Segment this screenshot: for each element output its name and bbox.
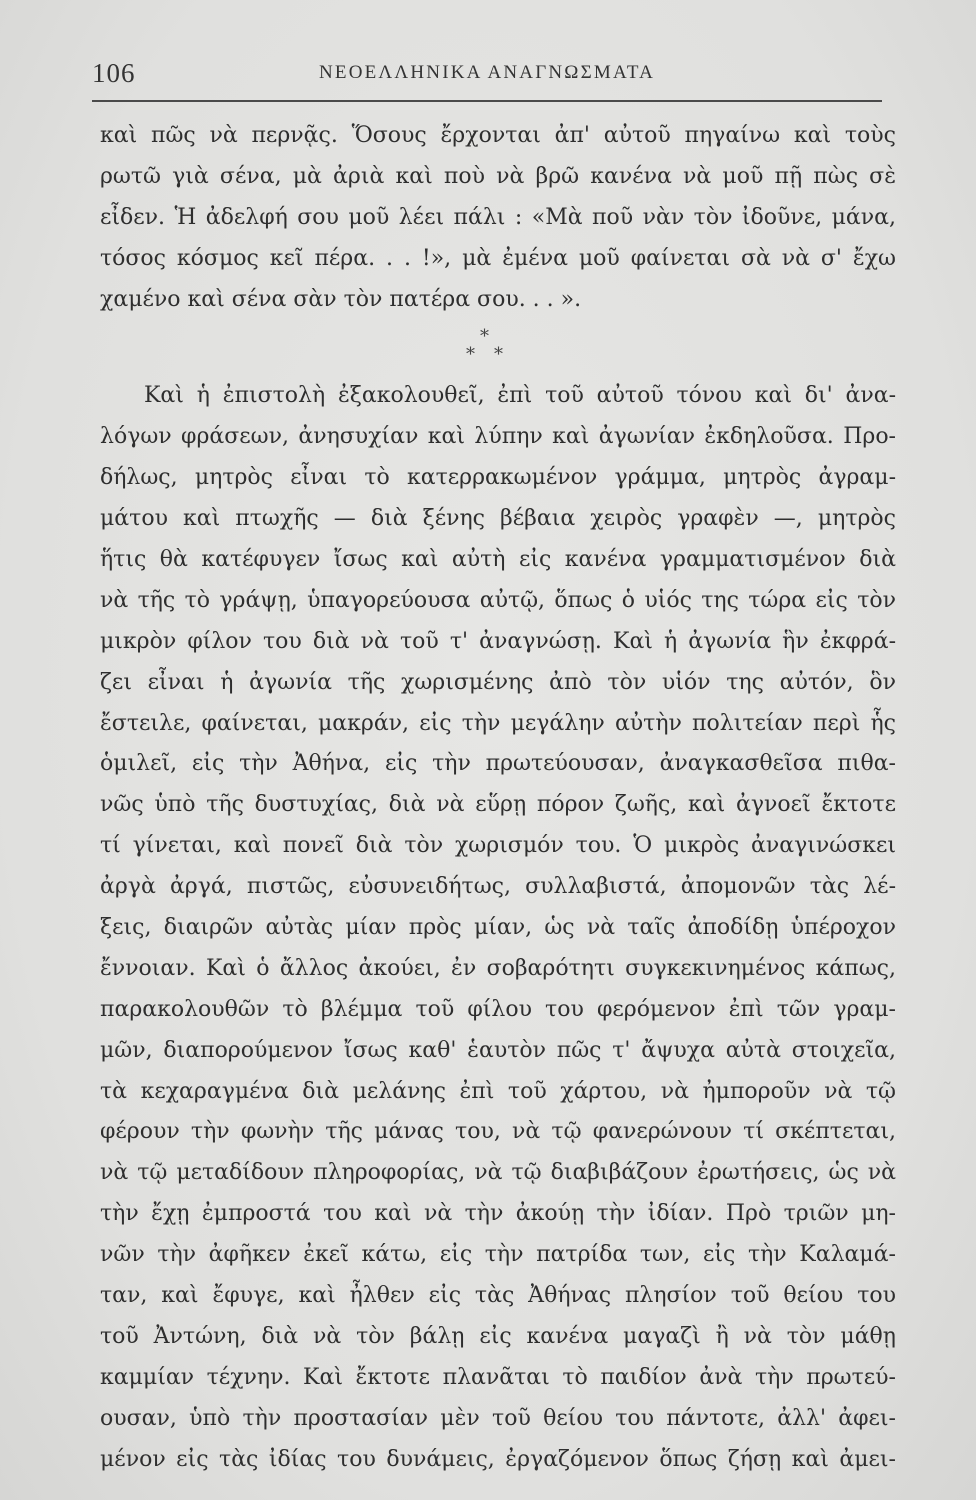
text-line: νὰ τῷ μεταδίδουν πληροφορίας, νὰ τῷ διαβιβάζουν ἐρωτήσεις, ὡς νὰ bbox=[100, 1160, 896, 1186]
running-title: ΝΕΟΕΛΛΗΝΙΚΑ ΑΝΑΓΝΩΣΜΑΤΑ bbox=[318, 62, 656, 83]
text-line: παρακολουθῶν τὸ βλέμμα τοῦ φίλου του φερόμενον ἐπὶ τῶν γραμ- bbox=[100, 996, 896, 1022]
header-rule bbox=[92, 100, 882, 102]
text-line: νὰ τῆς τὸ γράψῃ, ὑπαγορεύουσα αὐτῷ, ὅπως ὁ υἱός της τώρα εἰς τὸν bbox=[100, 587, 896, 613]
text-line: εἶδεν. Ἡ ἀδελφή σου μοῦ λέει πάλι : «Μὰ ποῦ νὰν τὸν ἰδοῦνε, μάνα, bbox=[100, 204, 896, 230]
page-header bbox=[92, 58, 882, 92]
text-line: ξεις, διαιρῶν αὐτὰς μίαν πρὸς μίαν, ὡς νὰ ταῖς ἀποδίδῃ ὑπέροχον bbox=[100, 915, 896, 941]
text-line: καμμίαν τέχνην. Καὶ ἔκτοτε πλανᾶται τὸ παιδίον ἀνὰ τὴν πρωτεύ- bbox=[100, 1364, 896, 1390]
section-break-asterism bbox=[100, 320, 896, 376]
text-line: μένον εἰς τὰς ἰδίας του δυνάμεις, ἐργαζόμενον ὅπως ζήσῃ καὶ ἀμει- bbox=[100, 1446, 896, 1472]
text-line: τὴν ἔχῃ ἐμπροστά του καὶ νὰ τὴν ἀκούῃ τὴν ἰδίαν. Πρὸ τριῶν μη- bbox=[100, 1201, 896, 1227]
text-line: νῶς ὑπὸ τῆς δυστυχίας, διὰ νὰ εὕρῃ πόρον ζωῆς, καὶ ἀγνοεῖ ἔκτοτε bbox=[100, 792, 896, 818]
text-line: ρωτῶ γιὰ σένα, μὰ ἀριὰ καὶ ποὺ νὰ βρῶ κανένα νὰ μοῦ πῇ πὼς σὲ bbox=[100, 163, 896, 189]
text-line: τί γίνεται, καὶ πονεῖ διὰ τὸν χωρισμόν του. Ὁ μικρὸς ἀναγινώσκει bbox=[100, 833, 896, 859]
text-line: ὁμιλεῖ, εἰς τὴν Ἀθήνα, εἰς τὴν πρωτεύουσαν, ἀναγκασθεῖσα πιθα- bbox=[100, 751, 896, 777]
text-line: καὶ πῶς νὰ περνᾷς. Ὅσους ἔρχονται ἀπ' αὐτοῦ πηγαίνω καὶ τοὺς bbox=[100, 123, 896, 148]
text-line: φέρουν τὴν φωνὴν τῆς μάνας του, νὰ τῷ φανερώνουν τί σκέπτεται, bbox=[100, 1119, 896, 1145]
text-line: Καὶ ἡ ἐπιστολὴ ἐξακολουθεῖ, ἐπὶ τοῦ αὐτοῦ τόνου καὶ δι' ἀνα- bbox=[144, 383, 896, 409]
text-line: ζει εἶναι ἡ ἀγωνία τῆς χωρισμένης ἀπὸ τὸν υἱόν της αὐτόν, ὃν bbox=[100, 669, 896, 695]
text-line: ἔστειλε, φαίνεται, μακράν, εἰς τὴν μεγάλην αὐτὴν πολιτείαν περὶ ἧς bbox=[100, 710, 896, 736]
text-line: μάτου καὶ πτωχῆς — διὰ ξένης βέβαια χειρὸς γραφὲν —, μητρὸς bbox=[100, 506, 896, 532]
text-line: χαμένο καὶ σένα σὰν τὸν πατέρα σου. . . ». bbox=[100, 286, 582, 312]
text-line: ουσαν, ὑπὸ τὴν προστασίαν μὲν τοῦ θείου του πάντοτε, ἀλλ' ἀφει- bbox=[100, 1405, 896, 1431]
text-line: δήλως, μητρὸς εἶναι τὸ κατερρακωμένον γράμμα, μητρὸς ἀγραμ- bbox=[100, 465, 896, 491]
text-line: τόσος κόσμος κεῖ πέρα. . . !», μὰ ἐμένα μοῦ φαίνεται σὰ νὰ σ' ἔχω bbox=[100, 245, 896, 271]
body-text bbox=[100, 116, 896, 1481]
text-line: λόγων φράσεων, ἀνησυχίαν καὶ λύπην καὶ ἀγωνίαν ἐκδηλοῦσα. Προ- bbox=[100, 424, 896, 450]
text-line: ἀργὰ ἀργά, πιστῶς, εὐσυνειδήτως, συλλαβιστά, ἀπομονῶν τὰς λέ- bbox=[100, 874, 896, 900]
text-line: ἥτις θὰ κατέφυγεν ἴσως καὶ αὐτὴ εἰς κανένα γραμματισμένον διὰ bbox=[100, 547, 896, 573]
text-line: νῶν τὴν ἀφῆκεν ἐκεῖ κάτω, εἰς τὴν πατρίδα των, εἰς τὴν Καλαμά- bbox=[100, 1242, 896, 1268]
asterism-star: * bbox=[466, 344, 475, 366]
text-line: μικρὸν φίλον του διὰ νὰ τοῦ τ' ἀναγνώσῃ. Καὶ ἡ ἀγωνία ἣν ἐκφρά- bbox=[100, 628, 896, 654]
text-line: ἔννοιαν. Καὶ ὁ ἄλλος ἀκούει, ἐν σοβαρότητι συγκεκινημένος κάπως, bbox=[100, 955, 896, 981]
asterism-star: * bbox=[480, 326, 489, 348]
page-number: 106 bbox=[92, 58, 136, 88]
text-line: τοῦ Ἀντώνη, διὰ νὰ τὸν βάλῃ εἰς κανένα μαγαζὶ ἢ νὰ τὸν μάθῃ bbox=[100, 1323, 896, 1349]
asterism-star: * bbox=[494, 344, 503, 366]
text-line: ταν, καὶ ἔφυγε, καὶ ἦλθεν εἰς τὰς Ἀθήνας πλησίον τοῦ θείου του bbox=[100, 1283, 896, 1309]
text-line: τὰ κεχαραγμένα διὰ μελάνης ἐπὶ τοῦ χάρτου, νὰ ἠμποροῦν νὰ τῷ bbox=[100, 1078, 896, 1104]
text-line: μῶν, διαπορούμενον ἴσως καθ' ἑαυτὸν πῶς τ' ἄψυχα αὐτὰ στοιχεῖα, bbox=[100, 1037, 896, 1063]
